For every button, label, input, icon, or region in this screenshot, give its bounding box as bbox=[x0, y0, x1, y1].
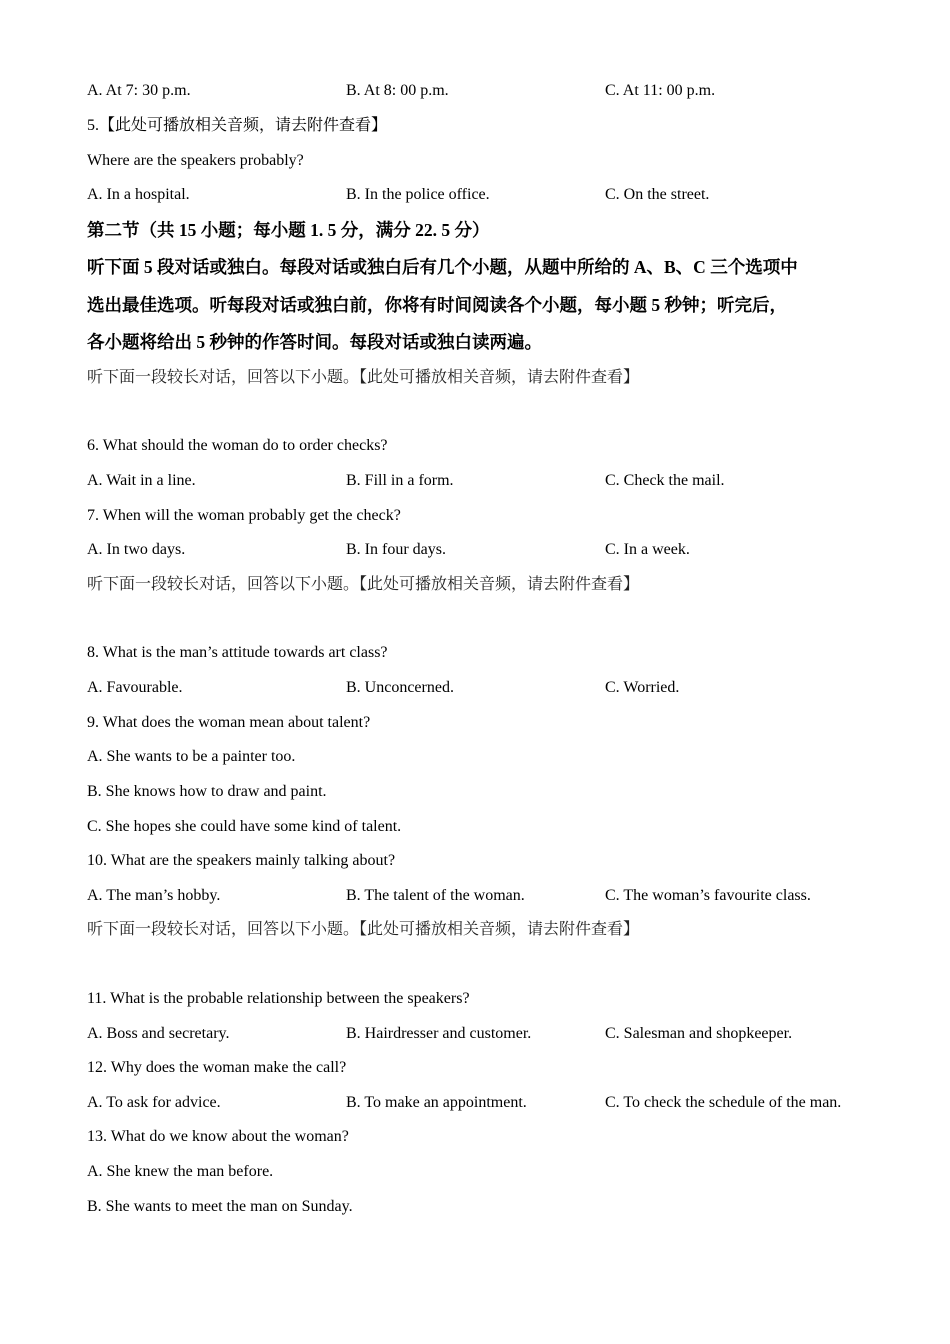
option-b: B. In the police office. bbox=[346, 186, 490, 203]
q7-question: 7. When will the woman probably get the check? bbox=[87, 507, 401, 524]
q8-question: 8. What is the man’s attitude towards art class? bbox=[87, 644, 388, 661]
option-a: A. To ask for advice. bbox=[87, 1094, 221, 1111]
q5-options bbox=[87, 185, 887, 205]
option-c: C. Worried. bbox=[605, 679, 680, 696]
q6-options bbox=[87, 471, 887, 491]
q9-option-c: C. She hopes she could have some kind of talent. bbox=[87, 818, 402, 835]
q4-options bbox=[87, 81, 887, 101]
q9-option-b: B. She knows how to draw and paint. bbox=[87, 783, 327, 800]
q12-options bbox=[87, 1093, 887, 1113]
option-c: C. In a week. bbox=[605, 541, 690, 558]
q10-options bbox=[87, 886, 887, 906]
option-b: B. At 8: 00 p.m. bbox=[346, 82, 449, 99]
option-c: C. The woman’s favourite class. bbox=[605, 887, 811, 904]
q5-audio-note: 5.【此处可播放相关音频，请去附件查看】 bbox=[87, 117, 388, 134]
q12-question: 12. Why does the woman make the call? bbox=[87, 1059, 347, 1076]
section-instructions-2: 选出最佳选项。听每段对话或独白前，你将有时间阅读各个小题，每小题 5 秒钟；听完后， bbox=[87, 295, 787, 315]
section-heading: 第二节（共 15 小题；每小题 1. 5 分，满分 22. 5 分） bbox=[87, 220, 490, 240]
option-a: A. Boss and secretary. bbox=[87, 1025, 230, 1042]
option-c: C. Check the mail. bbox=[605, 472, 725, 489]
q11-options bbox=[87, 1024, 887, 1044]
q13-question: 13. What do we know about the woman? bbox=[87, 1128, 349, 1145]
option-a: A. At 7: 30 p.m. bbox=[87, 82, 191, 99]
option-b: B. Hairdresser and customer. bbox=[346, 1025, 532, 1042]
option-c: C. Salesman and shopkeeper. bbox=[605, 1025, 793, 1042]
option-a: A. The man’s hobby. bbox=[87, 887, 221, 904]
option-a: A. In a hospital. bbox=[87, 186, 190, 203]
q13-option-a: A. She knew the man before. bbox=[87, 1163, 274, 1180]
section-instructions-3: 各小题将给出 5 秒钟的作答时间。每段对话或独白读两遍。 bbox=[87, 332, 542, 352]
option-a: A. In two days. bbox=[87, 541, 186, 558]
q10-question: 10. What are the speakers mainly talking about? bbox=[87, 852, 396, 869]
option-c: C. On the street. bbox=[605, 186, 710, 203]
q6-question: 6. What should the woman do to order checks? bbox=[87, 437, 388, 454]
q7-options bbox=[87, 540, 887, 560]
option-b: B. Unconcerned. bbox=[346, 679, 454, 696]
option-c: C. At 11: 00 p.m. bbox=[605, 82, 716, 99]
option-b: B. To make an appointment. bbox=[346, 1094, 527, 1111]
option-a: A. Wait in a line. bbox=[87, 472, 196, 489]
option-b: B. In four days. bbox=[346, 541, 446, 558]
option-b: B. The talent of the woman. bbox=[346, 887, 525, 904]
q5-question: Where are the speakers probably? bbox=[87, 152, 304, 169]
option-a: A. Favourable. bbox=[87, 679, 183, 696]
section-instructions-1: 听下面 5 段对话或独白。每段对话或独白后有几个小题，从题中所给的 A、B、C 三个选项中 bbox=[87, 257, 798, 277]
dialogue-intro: 听下面一段较长对话，回答以下小题。【此处可播放相关音频，请去附件查看】 bbox=[87, 921, 640, 938]
q9-question: 9. What does the woman mean about talent? bbox=[87, 714, 371, 731]
q9-option-a: A. She wants to be a painter too. bbox=[87, 748, 296, 765]
option-c: C. To check the schedule of the man. bbox=[605, 1094, 842, 1111]
option-b: B. Fill in a form. bbox=[346, 472, 454, 489]
dialogue-intro: 听下面一段较长对话，回答以下小题。【此处可播放相关音频，请去附件查看】 bbox=[87, 369, 640, 386]
q11-question: 11. What is the probable relationship between the speakers? bbox=[87, 990, 470, 1007]
q13-option-b: B. She wants to meet the man on Sunday. bbox=[87, 1198, 353, 1215]
q8-options bbox=[87, 678, 887, 698]
dialogue-intro: 听下面一段较长对话，回答以下小题。【此处可播放相关音频，请去附件查看】 bbox=[87, 576, 640, 593]
